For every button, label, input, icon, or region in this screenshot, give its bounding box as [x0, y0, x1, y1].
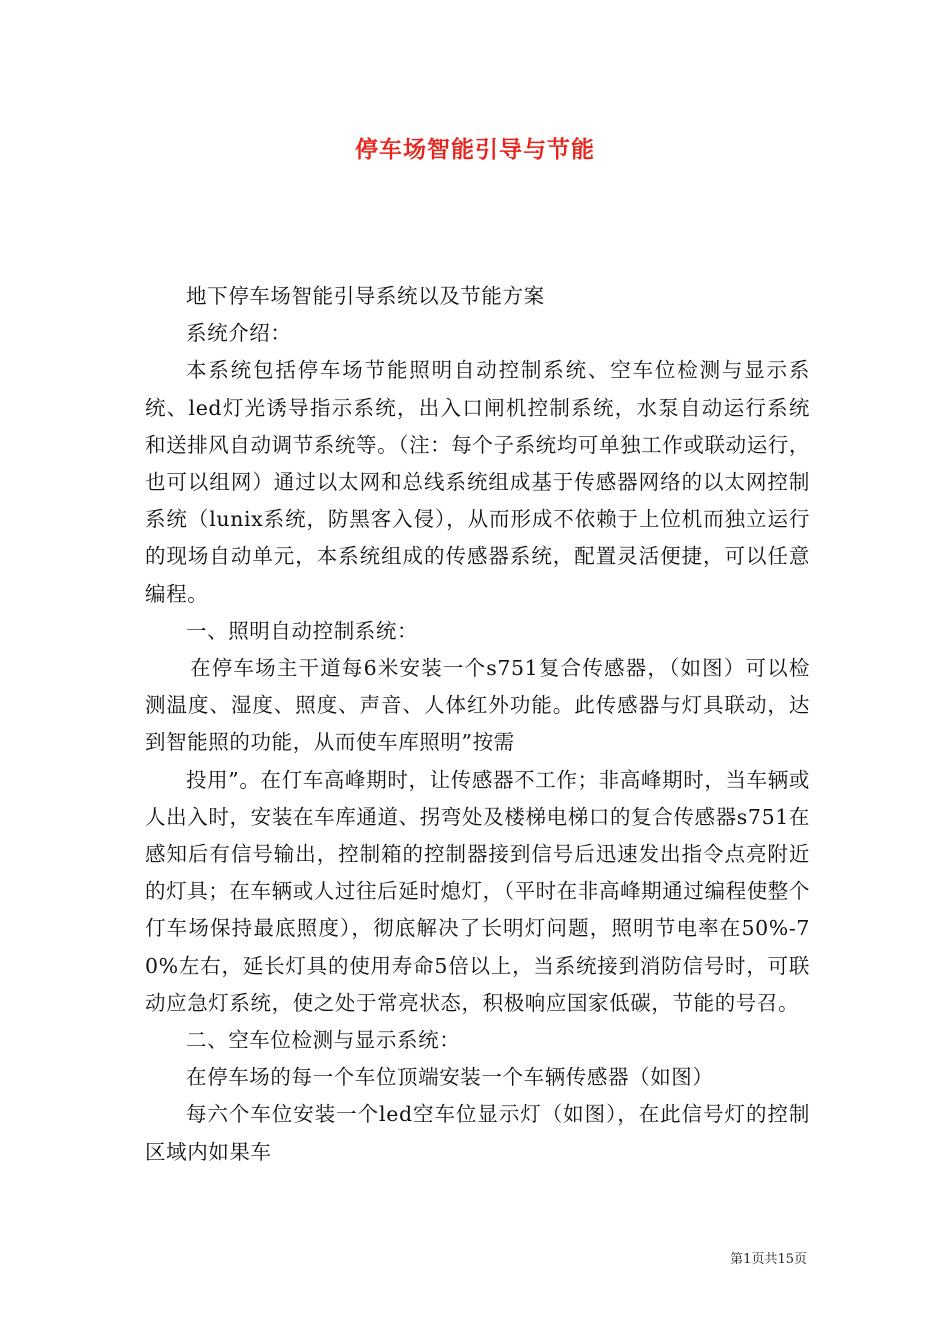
- document-title: 停车场智能引导与节能: [355, 137, 595, 163]
- paragraph-parking-heading: 二、空车位检测与显示系统：: [186, 1028, 461, 1053]
- document-body: [145, 278, 810, 1171]
- paragraph-system-intro: 本系统包括停车场节能照明自动控制系统、空车位检测与显示系统、led灯光诱导指示系统，出入口闸机控制系统，水泵自动运行系统和送排风自动调节系统等。（注：每个子系统均可单独工作或联动运行，也可以组网）通过以太网和总线系统组成基于传感器网络的以太网控制系统（lunix系统，防黑客入侵），从而形成不依赖于上位机而独立运行的现场自动单元，本系统组成的传感器系统，配置灵活便捷，可以任意编程。: [145, 358, 810, 606]
- page-number-footer: 第1页共15页: [730, 1252, 807, 1267]
- paragraph-lighting-detail: 投用”。在仃车高峰期时，让传感器不工作；非高峰期时，当车辆或人出入时，安装在车库通道、拐弯处及楼梯电梯口的复合传感器s751在感知后有信号输出，控制箱的控制器接到信号后迅速发出指令点亮附近的灯具；在车辆或人过往后延时熄灯，（平时在非高峰期通过编程使整个仃车场保持最底照度），彻底解决了长明灯问题，照明节电率在50%-70%左右，延长灯具的使用寿命5倍以上，当系统接到消防信号时，可联动应急灯系统，使之处于常亮状态，积极响应国家低碳，节能的号召。: [145, 767, 810, 1015]
- paragraph-parking-sensor: 在停车场的每一个车位顶端安装一个车辆传感器（如图）: [186, 1065, 714, 1090]
- paragraph-lighting-sensor: 在停车场主干道每6米安装一个s751复合传感器，（如图）可以检测温度、湿度、照度、声音、人体红外功能。此传感器与灯具联动，达到智能照的功能，从而使车库照明”按需: [145, 656, 810, 755]
- paragraph-lighting-heading: 一、照明自动控制系统：: [186, 618, 419, 643]
- paragraph-system-intro-heading: 系统介绍：: [186, 321, 292, 346]
- paragraph-subtitle: 地下停车场智能引导系统以及节能方案: [186, 284, 545, 308]
- paragraph-parking-display: 每六个车位安装一个led空车位显示灯（如图），在此信号灯的控制区域内如果车: [145, 1102, 810, 1164]
